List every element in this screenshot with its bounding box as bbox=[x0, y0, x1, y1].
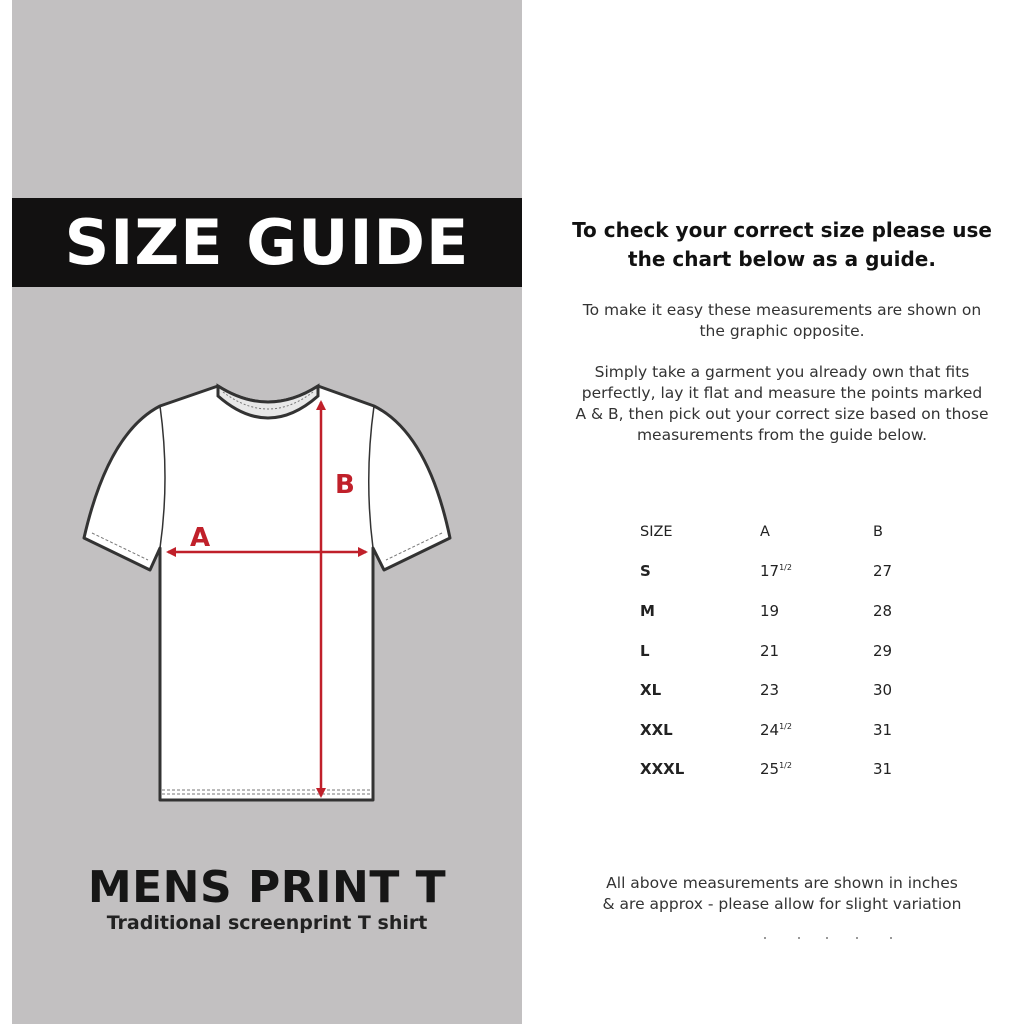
paragraph-line: measurements from the guide below. bbox=[636, 426, 928, 444]
paragraph-line: the graphic opposite. bbox=[699, 322, 865, 340]
measure-b-cell: 27 bbox=[873, 562, 893, 581]
table-row bbox=[640, 750, 960, 790]
header-size: SIZE bbox=[640, 523, 673, 540]
measure-b-cell: 31 bbox=[873, 760, 893, 779]
size-cell: XXL bbox=[640, 720, 673, 739]
footnote-line: & are approx - please allow for slight variation bbox=[602, 895, 962, 913]
tshirt-outline bbox=[84, 386, 450, 800]
product-subtitle: Traditional screenprint T shirt bbox=[106, 912, 428, 934]
paragraph-line: A & B, then pick out your correct size based on those bbox=[575, 405, 989, 423]
measure-b-label: B bbox=[335, 470, 355, 500]
size-cell: M bbox=[640, 601, 655, 620]
measure-a-value: 24 bbox=[760, 720, 780, 739]
product-name: MENS PRINT T bbox=[87, 862, 447, 913]
measure-b-cell: 30 bbox=[873, 681, 893, 700]
paragraph-line: Simply take a garment you already own that fits bbox=[594, 363, 970, 381]
measure-a-value: 25 bbox=[760, 760, 780, 779]
headline-line: the chart below as a guide. bbox=[628, 247, 936, 271]
measure-a-value: 23 bbox=[760, 681, 780, 700]
paragraph-line: To make it easy these measurements are shown on bbox=[582, 301, 982, 319]
measure-b-cell: 31 bbox=[873, 720, 893, 739]
measure-a-cell bbox=[760, 710, 873, 750]
measure-a-value: 21 bbox=[760, 641, 780, 660]
intro-paragraph bbox=[560, 300, 1004, 342]
table-row bbox=[640, 710, 960, 750]
title-band bbox=[12, 198, 522, 287]
measure-b-cell: 28 bbox=[873, 601, 893, 620]
measure-a-cell bbox=[760, 750, 873, 790]
decorative-dots bbox=[764, 937, 904, 941]
tshirt-diagram bbox=[78, 378, 458, 808]
footnote-line: All above measurements are shown in inches bbox=[606, 874, 958, 892]
table-row bbox=[640, 591, 960, 631]
size-guide-title: SIZE GUIDE bbox=[64, 206, 470, 279]
size-table bbox=[640, 512, 960, 789]
measure-a-cell bbox=[760, 591, 873, 631]
measure-a-cell bbox=[760, 552, 873, 592]
headline bbox=[540, 216, 1024, 274]
measure-a-value: 17 bbox=[760, 562, 780, 581]
measure-a-label: A bbox=[190, 523, 211, 553]
size-cell: XL bbox=[640, 681, 662, 700]
header-a: A bbox=[760, 523, 770, 540]
measure-b-cell: 29 bbox=[873, 641, 893, 660]
measure-a-cell bbox=[760, 670, 873, 710]
measure-a-fraction: 1/2 bbox=[779, 721, 792, 731]
measure-a-cell bbox=[760, 631, 873, 671]
headline-line: To check your correct size please use bbox=[572, 218, 992, 242]
size-cell: L bbox=[640, 641, 650, 660]
table-header-row bbox=[640, 512, 960, 552]
footnote bbox=[560, 873, 1004, 915]
table-row bbox=[640, 631, 960, 671]
table-row bbox=[640, 670, 960, 710]
size-cell: S bbox=[640, 562, 651, 581]
measure-a-fraction: 1/2 bbox=[779, 761, 792, 771]
instructions-paragraph bbox=[560, 362, 1004, 446]
paragraph-line: perfectly, lay it flat and measure the points marked bbox=[581, 384, 983, 402]
right-panel bbox=[540, 0, 1024, 1024]
size-cell: XXXL bbox=[640, 760, 685, 779]
measure-a-value: 19 bbox=[760, 601, 780, 620]
table-row bbox=[640, 552, 960, 592]
header-b: B bbox=[873, 523, 883, 540]
measure-a-fraction: 1/2 bbox=[779, 563, 792, 573]
